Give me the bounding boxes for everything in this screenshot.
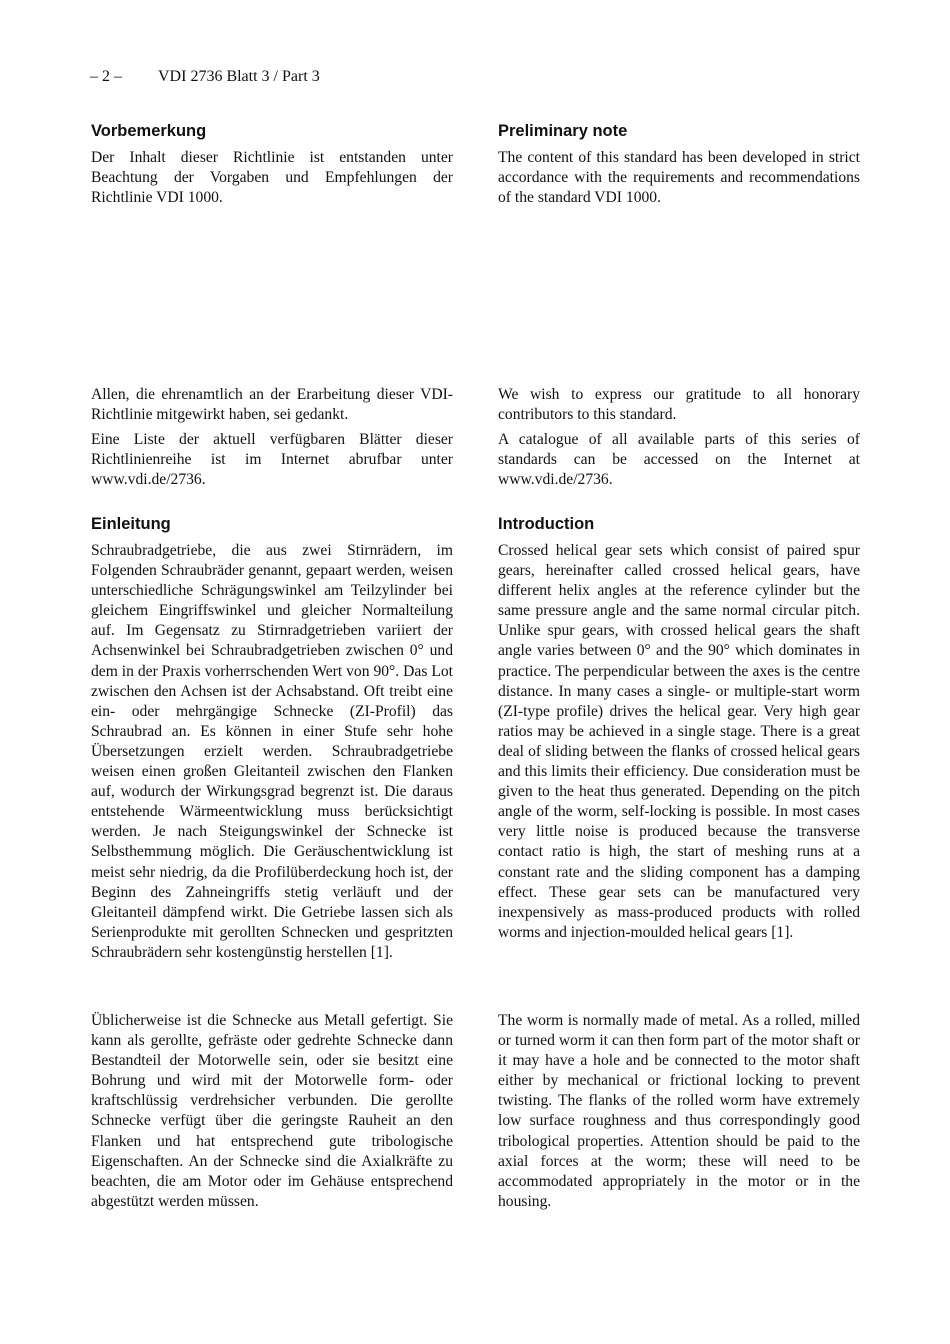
heading-introduction: Introduction [498, 515, 595, 533]
page-number: – 2 – [90, 68, 122, 85]
paragraph-liste: Eine Liste der aktuell verfügbaren Blätter dieser Richtlinienreihe ist im Internet abrufbar unter www.vdi.de/2736. [91, 431, 453, 489]
document-reference: VDI 2736 Blatt 3 / Part 3 [158, 68, 320, 85]
paragraph-einleitung-2: Üblicherweise ist die Schnecke aus Metall gefertigt. Sie kann als gerollte, gefräste oder gedrehte Schnecke dann Bestandteil der Motorwelle sein, oder sie besitzt eine Bohrung und wird mit der Motorwelle form- oder kraftschlüssig verdrehsicher verbunden. Die gerollte Schnecke verfügt über die geringste Rauheit an den Flanken und hat entsprechend gute tribologische Eigenschaften. An der Schnecke sind die Axialkräfte zu beachten, die am Motor oder im Gehäuse entsprechend abgestützt werden müssen. [91, 1012, 453, 1210]
heading-einleitung: Einleitung [91, 515, 171, 533]
page-header [90, 68, 320, 86]
paragraph-introduction-2: The worm is normally made of metal. As a rolled, milled or turned worm it can then form part of the motor shaft or it may have a hole and be connected to the motor shaft either by mechanical or frictional locking to prevent twisting. The flanks of the rolled worm have extremely low surface roughness and thus correspondingly good tribological properties. Attention should be paid to the axial forces at the worm; these will need to be accommodated appropriately in the motor or in the housing. [498, 1012, 860, 1210]
paragraph-catalogue: A catalogue of all available parts of this series of standards can be accessed on the Internet at www.vdi.de/2736. [498, 431, 860, 489]
paragraph-gratitude: We wish to express our gratitude to all honorary contributors to this standard. [498, 386, 860, 424]
heading-vorbemerkung: Vorbemerkung [91, 122, 207, 140]
paragraph-dank: Allen, die ehrenamtlich an der Erarbeitung dieser VDI-Richtlinie mitgewirkt haben, sei gedankt. [91, 386, 453, 424]
paragraph-vorbemerkung: Der Inhalt dieser Richtlinie ist entstanden unter Beachtung der Vorgaben und Empfehlungen der Richtlinie VDI 1000. [91, 149, 453, 207]
paragraph-einleitung-1: Schraubradgetriebe, die aus zwei Stirnrädern, im Folgenden Schraubräder genannt, gepaart werden, weisen unterschiedliche Schrägungswinkel am Teilzylinder bei gleichem Eingriffswinkel und gleicher Normalteilung auf. Im Gegensatz zu Stirnradgetrieben variiert der Achsenwinkel bei Schraubradgetrieben zwischen 0° und dem in der Praxis vorherrschenden Wert von 90°. Das Lot zwischen den Achsen ist der Achsabstand. Oft treibt eine ein- oder mehrgängige Schnecke (ZI-Profil) das Schraubrad an. Es können in einer Stufe sehr hohe Übersetzungen erzielt werden. Schraubradgetriebe weisen einen großen Gleitanteil zwischen den Flanken auf, wodurch der Wirkungsgrad begrenzt ist. Die daraus entstehende Wärmeentwicklung muss berücksichtigt werden. Je nach Steigungswinkel der Schnecke ist Selbsthemmung möglich. Die Geräuschentwicklung ist meist sehr niedrig, da die Profilüberdeckung hoch ist, der Beginn des Zahneingriffs stetig verläuft und der Gleitanteil dämpfend wirkt. Die Getriebe lassen sich als Serienprodukte mit gerollten Schnecken und gespritzten Schraubrädern sehr kostengünstig herstellen [1]. [91, 542, 453, 961]
heading-preliminary-note: Preliminary note [498, 122, 628, 140]
paragraph-introduction-1: Crossed helical gear sets which consist of paired spur gears, hereinafter called crossed helical gears, have different helix angles at the reference cylinder but the same pressure angle and the same normal circular pitch. Unlike spur gears, with crossed helical gears the shaft angle varies between 0° and the 90° which dominates in practice. The perpendicular between the axes is the centre distance. In many cases a single- or multiple-start worm (ZI-type profile) drives the helical gear. Very high gear ratios may be achieved in a single stage. There is a great deal of sliding between the flanks of crossed helical gears and this limits their efficiency. Due consideration must be given to the heat thus generated. Depending on the pitch angle of the worm, self-locking is possible. In most cases very little noise is produced because the transverse contact ratio is high, the start of meshing runs at a constant rate and the sliding component has a damping effect. These gear sets can be manufactured very inexpensively as mass-produced products with rolled worms and injection-moulded helical gears [1]. [498, 542, 860, 941]
paragraph-preliminary-note: The content of this standard has been developed in strict accordance with the requirements and recommendations of the standard VDI 1000. [498, 149, 860, 207]
